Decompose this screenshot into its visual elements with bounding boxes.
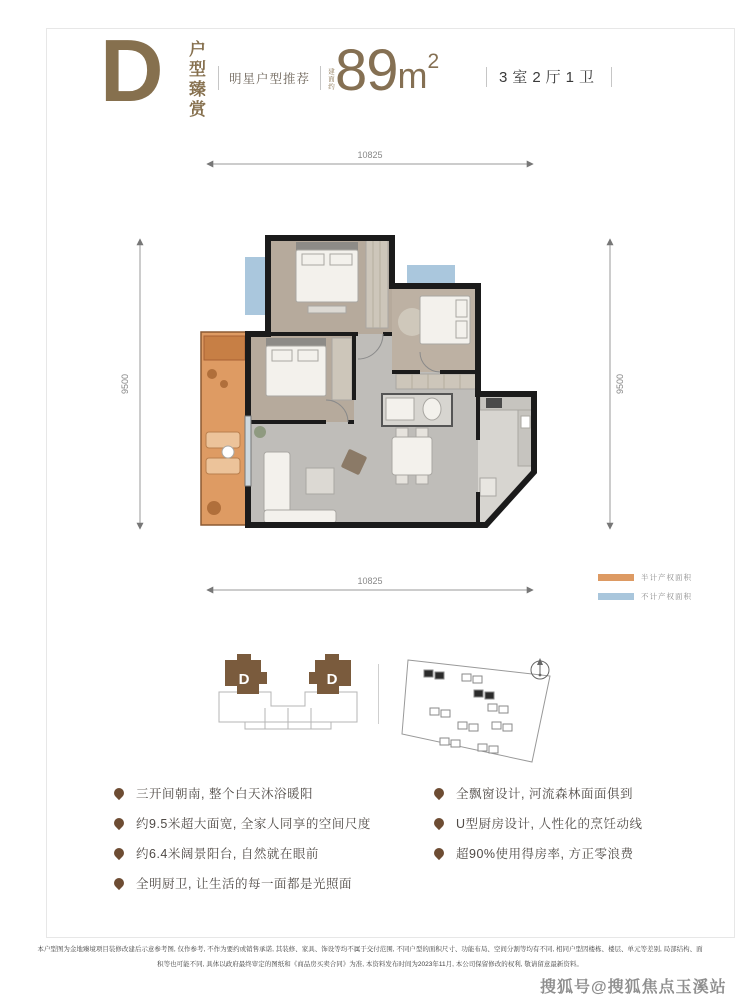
stove — [486, 398, 502, 408]
pin-icon — [432, 846, 446, 860]
feature-item — [114, 786, 434, 800]
feature-item — [114, 846, 434, 860]
balcony-cabinet — [204, 336, 245, 360]
floorplan-drawing — [168, 226, 568, 536]
sofa — [264, 452, 290, 512]
feature-list-left — [114, 786, 434, 906]
badge-label: 明星户型推荐 — [229, 72, 311, 86]
plan-legend — [598, 572, 692, 610]
feature-item — [434, 846, 740, 860]
pin-icon — [112, 876, 126, 890]
feature-item — [114, 876, 434, 890]
master-wardrobe — [366, 240, 388, 328]
legend-row — [598, 572, 692, 583]
pin-icon — [432, 786, 446, 800]
balcony-slider-door — [245, 416, 251, 486]
legend-row — [598, 591, 692, 602]
dining-table — [392, 437, 432, 475]
balcony-floor — [201, 332, 248, 525]
pin-icon — [112, 786, 126, 800]
disclaimer-line1: 本户型图为金地臻境项目装修改建后示意参考图, 仅作参考, 不作为要约或销售承诺, 其装修、家具、饰设等均不属于交付范围, 不同户型的面积尺寸、功能布局、空间分割等均有不同, 相同户型因楼栋、楼层、单元等差别, 局部结构、面 — [37, 946, 703, 953]
north-compass-icon — [531, 658, 549, 679]
pin-icon — [112, 816, 126, 830]
dim-top-label: 10825 — [357, 150, 383, 160]
area-exponent: 2 — [427, 50, 440, 73]
site-buildings — [424, 670, 512, 753]
sofa-chaise — [264, 510, 336, 523]
legend-swatch-half-counted — [598, 574, 634, 581]
plant — [254, 426, 266, 438]
closet — [396, 374, 476, 389]
feature-text: 约9.5米超大面宽, 全家人同享的空间尺度 — [136, 817, 371, 831]
site-building-highlighted — [474, 690, 494, 699]
legend-swatch-not-counted — [598, 593, 634, 600]
toilet — [423, 398, 441, 420]
watermark: 搜狐号@搜狐焦点玉溪站 — [540, 979, 727, 996]
unit-letter: D — [100, 21, 164, 120]
dim-bottom-label: 10825 — [357, 576, 383, 586]
area-number: 89 — [335, 38, 398, 103]
feature-text: 超90%使用得房率, 方正零浪费 — [456, 847, 634, 861]
appliance — [480, 478, 496, 496]
bathroom-sink — [386, 398, 414, 420]
lounge-chair — [206, 458, 240, 474]
keyplan-drawing — [213, 650, 363, 738]
site-building-highlighted — [424, 670, 444, 679]
lounge-chair — [206, 432, 240, 448]
legend-label: 不计产权面积 — [641, 592, 692, 601]
keyplan-divider — [378, 664, 379, 724]
feature-text: 约6.4米阔景阳台, 自然就在眼前 — [136, 847, 319, 861]
dim-left-label: 9500 — [120, 373, 130, 395]
feature-text: 全明厨卫, 让生活的每一面都是光照面 — [136, 877, 352, 891]
balcony-plant — [207, 501, 221, 515]
feature-item — [434, 786, 740, 800]
disclaimer — [30, 942, 710, 972]
pin-icon — [432, 816, 446, 830]
siteplan-drawing — [400, 646, 575, 778]
bedroom2-bed-headboard — [266, 338, 326, 346]
layout-spec: 3室2厅1卫 — [499, 69, 600, 86]
area-unit: m — [397, 55, 428, 96]
pin-icon — [112, 846, 126, 860]
feature-item — [114, 816, 434, 830]
feature-list-right — [434, 786, 740, 876]
feature-text: 三开间朝南, 整个白天沐浴暖阳 — [136, 787, 313, 801]
feature-item — [434, 816, 740, 830]
disclaimer-line2: 积等也可能不同, 具体以政府最终审定的图纸和《商品房买卖合同》为准, 本资料发布时间为2023年11月, 本公司保留修改的权利, 敬请留意最新资料。 — [157, 961, 583, 968]
dim-right-label: 9500 — [615, 373, 625, 395]
unit-series-title: 户型臻赏 — [186, 40, 205, 120]
feature-text: U型厨房设计, 人性化的烹饪动线 — [456, 817, 643, 831]
area-prefix: 建面约 — [327, 67, 334, 90]
keyplan-marker-left: D — [238, 671, 250, 688]
keyplan-marker-right: D — [326, 671, 338, 688]
coffee-table — [306, 468, 334, 494]
legend-label: 半计产权面积 — [641, 573, 692, 582]
master-bed-headboard — [296, 242, 358, 250]
feature-text: 全飘窗设计, 河流森林面面俱到 — [456, 787, 633, 801]
bedroom2-wardrobe — [332, 338, 352, 400]
